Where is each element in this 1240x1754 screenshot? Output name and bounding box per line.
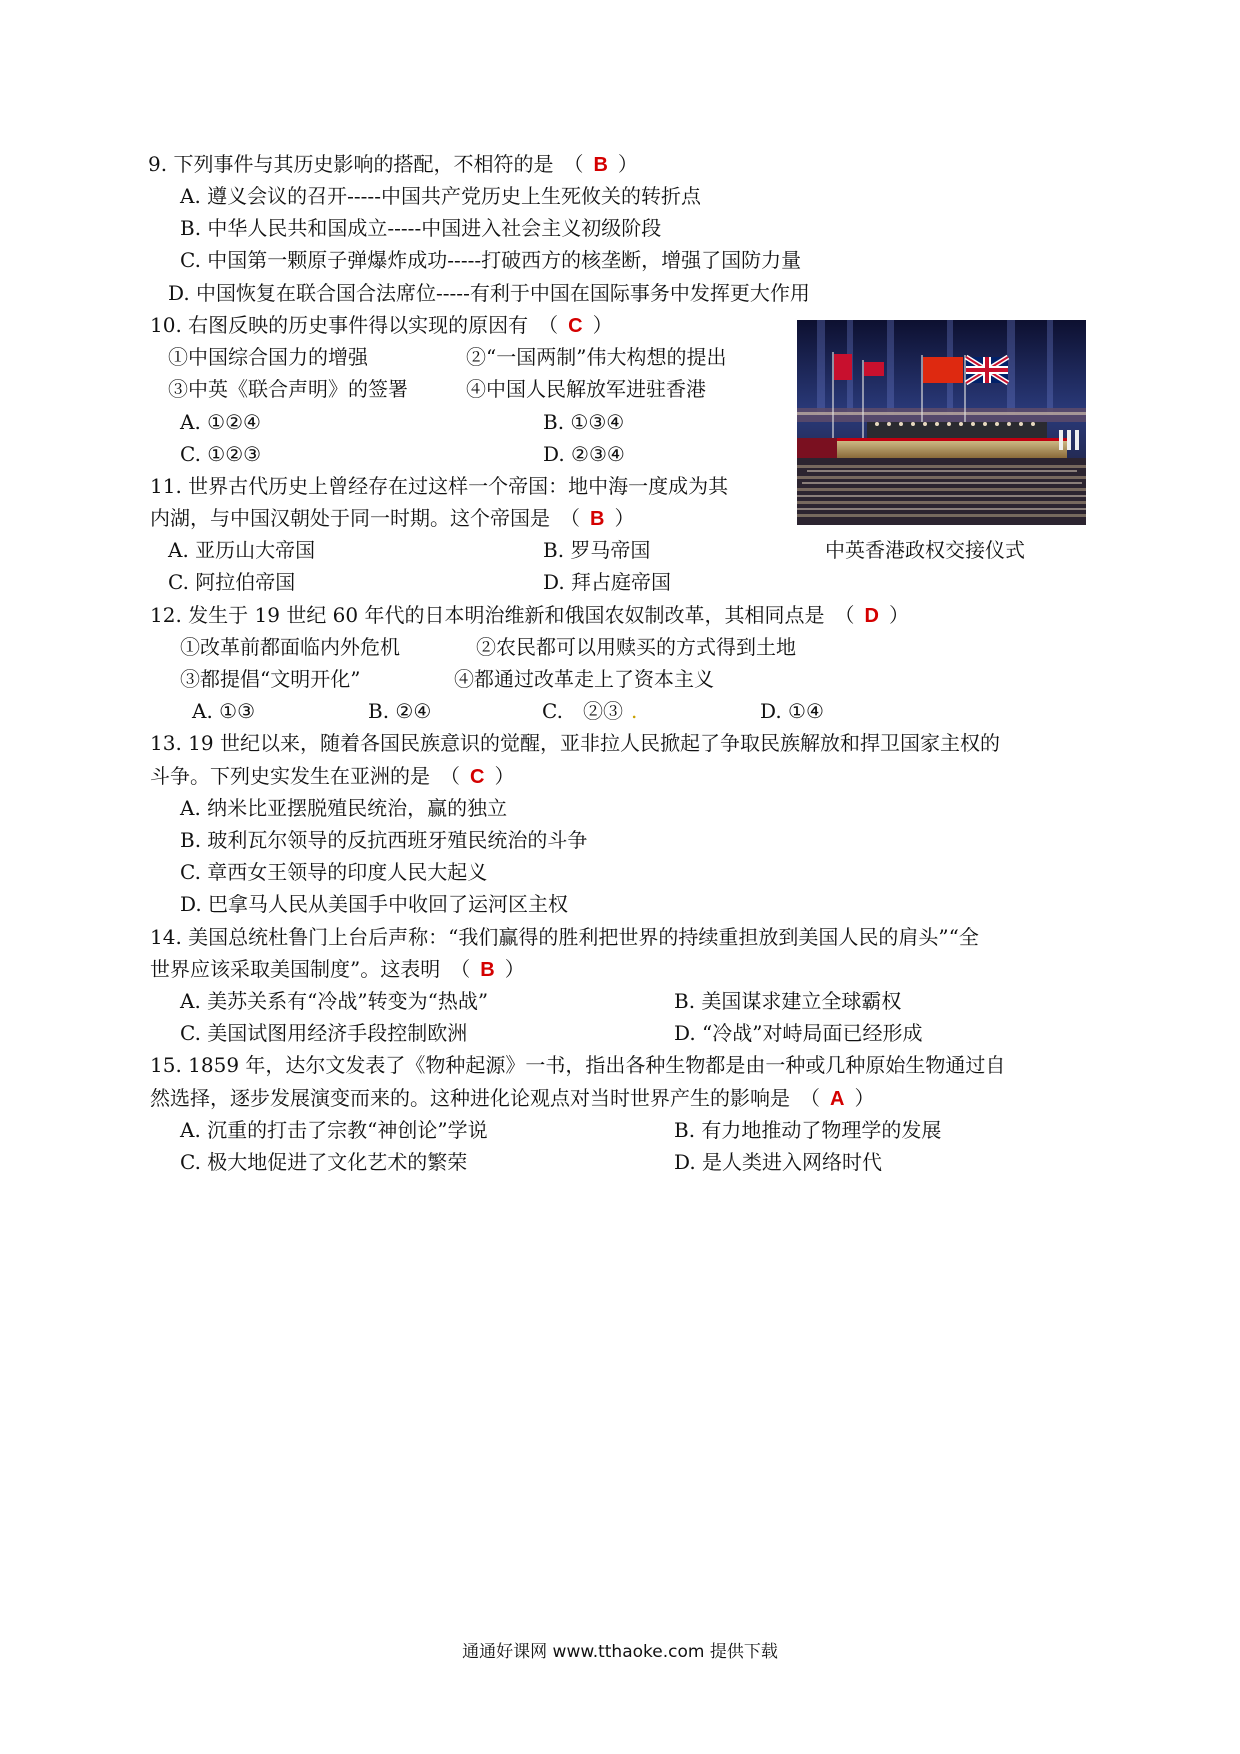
uk-flag-icon: [966, 357, 1008, 383]
q11-option-c: C. 阿拉伯帝国: [168, 570, 296, 594]
q11-answer: B: [590, 508, 605, 530]
q14-answer: B: [480, 959, 495, 981]
chinese-flag-icon: [923, 357, 963, 383]
q12-stem: 12. 发生于 19 世纪 60 年代的日本明治维新和俄国农奴制改革，其相同点是 （ D ）: [150, 603, 909, 627]
q12-item-1: ①改革前都面临内外危机: [180, 635, 400, 659]
q9-answer: B: [593, 154, 608, 176]
q10-stem: 10. 右图反映的历史事件得以实现的原因有 （ C ）: [150, 313, 613, 337]
q13-option-d: D. 巴拿马人民从美国手中收回了运河区主权: [180, 892, 569, 916]
q12-option-d: D. ①④: [760, 699, 824, 723]
q12-option-a: A. ①③: [192, 699, 256, 723]
q10-option-a: A. ①②④: [180, 410, 261, 434]
q10-option-c: C. ①②③: [180, 442, 262, 466]
q10-answer: C: [568, 315, 583, 337]
q12-option-b: B. ②④: [368, 699, 432, 723]
q15-stem-line2: 然选择，逐步发展演变而来的。这种进化论观点对当时世界产生的影响是 （ A ）: [150, 1086, 875, 1110]
q15-stem-line1: 15. 1859 年，达尔文发表了《物种起源》一书，指出各种生物都是由一种或几种原始生物通过自: [150, 1053, 1006, 1077]
q10-option-b: B. ①③④: [543, 410, 625, 434]
q15-option-d: D. 是人类进入网络时代: [674, 1150, 883, 1174]
q13-option-c: C. 章西女王领导的印度人民大起义: [180, 860, 488, 884]
q14-option-a: A. 美苏关系有“冷战”转变为“热战”: [180, 989, 489, 1013]
q9-stem: 9. 下列事件与其历史影响的搭配，不相符的是 （ B ）: [148, 152, 638, 176]
q11-option-d: D. 拜占庭帝国: [543, 570, 672, 594]
q15-option-b: B. 有力地推动了物理学的发展: [674, 1118, 942, 1142]
page-footer: 通通好课网 www.tthaoke.com 提供下载: [462, 1642, 778, 1662]
q10-option-d: D. ②③④: [543, 442, 625, 466]
q14-stem-line1: 14. 美国总统杜鲁门上台后声称：“我们赢得的胜利把世界的持续重担放到美国人民的肩头”“全: [150, 925, 979, 949]
q14-stem-line2: 世界应该采取美国制度”。这表明 （ B ）: [150, 957, 525, 981]
q10-item-4: ④中国人民解放军进驻香港: [466, 377, 706, 401]
q13-answer: C: [470, 766, 485, 788]
q12-answer: D: [864, 605, 879, 627]
q14-option-b: B. 美国谋求建立全球霸权: [674, 989, 902, 1013]
q9-option-a: A. 遵义会议的召开-----中国共产党历史上生死攸关的转折点: [180, 184, 701, 208]
q9-option-b: B. 中华人民共和国成立-----中国进入社会主义初级阶段: [180, 216, 662, 240]
q14-option-c: C. 美国试图用经济手段控制欧洲: [180, 1021, 468, 1045]
handover-ceremony-photo: [797, 320, 1086, 525]
q10-item-3: ③中英《联合声明》的签署: [168, 377, 408, 401]
q12-item-3: ③都提倡“文明开化”: [180, 667, 361, 691]
q13-option-a: A. 纳米比亚摆脱殖民统治，赢的独立: [180, 796, 508, 820]
q15-answer: A: [830, 1088, 845, 1110]
q10-item-1: ①中国综合国力的增强: [168, 345, 368, 369]
q9-option-d: D. 中国恢复在联合国合法席位-----有利于中国在国际事务中发挥更大作用: [168, 281, 810, 305]
q14-option-d: D. “冷战”对峙局面已经形成: [674, 1021, 923, 1045]
q11-option-b: B. 罗马帝国: [543, 538, 651, 562]
photo-caption: 中英香港政权交接仪式: [825, 538, 1025, 562]
q10-item-2: ②“一国两制”伟大构想的提出: [466, 345, 727, 369]
q13-option-b: B. 玻利瓦尔领导的反抗西班牙殖民统治的斗争: [180, 828, 588, 852]
q13-stem-line2: 斗争。下列史实发生在亚洲的是 （ C ）: [150, 764, 515, 788]
handover-ceremony-illustration: [797, 320, 1086, 525]
q11-stem-line2: 内湖，与中国汉朝处于同一时期。这个帝国是 （ B ）: [150, 506, 635, 530]
q12-item-4: ④都通过改革走上了资本主义: [454, 667, 714, 691]
q12-item-2: ②农民都可以用赎买的方式得到土地: [476, 635, 796, 659]
stray-mark: .: [630, 699, 638, 723]
q9-option-c: C. 中国第一颗原子弹爆炸成功-----打破西方的核垄断，增强了国防力量: [180, 248, 802, 272]
q15-option-c: C. 极大地促进了文化艺术的繁荣: [180, 1150, 468, 1174]
q12-option-c: C. ②③ .: [542, 699, 638, 723]
q11-option-a: A. 亚历山大帝国: [168, 538, 316, 562]
q11-stem-line1: 11. 世界古代历史上曾经存在过这样一个帝国：地中海一度成为其: [150, 474, 729, 498]
q13-stem-line1: 13. 19 世纪以来，随着各国民族意识的觉醒，亚非拉人民掀起了争取民族解放和捍卫国家主权的: [150, 731, 1000, 755]
q15-option-a: A. 沉重的打击了宗教“神创论”学说: [180, 1118, 488, 1142]
